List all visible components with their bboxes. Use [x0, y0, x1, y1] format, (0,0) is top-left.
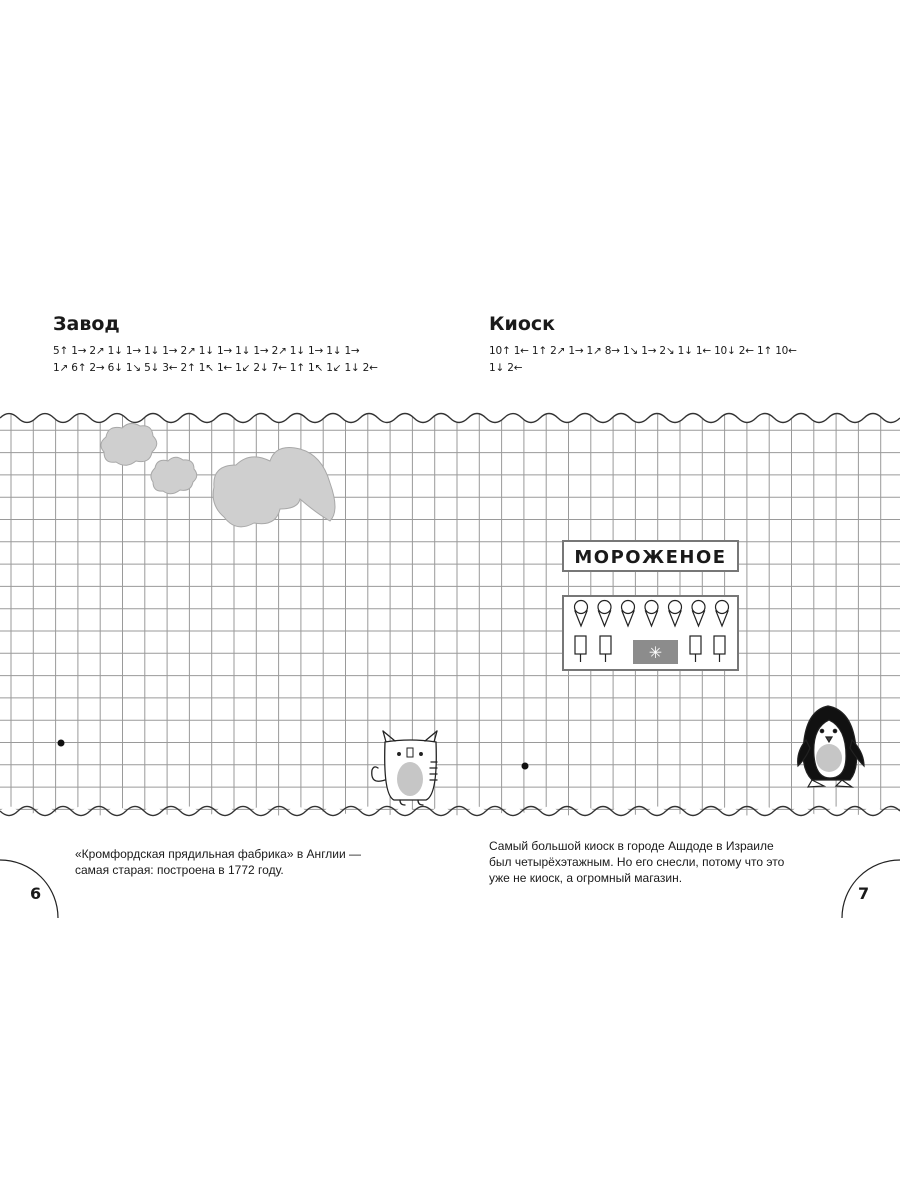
snowflake-icon: ✳ [648, 643, 663, 662]
kiosk-sign-text: МОРОЖЕНОЕ [574, 547, 727, 568]
fact-line: «Кромфордская прядильная фабрика» в Англии — [75, 847, 362, 861]
code-line: 10↑ 1← 1↑ 2↗ 1→ 1↗ 8→ 1↘ 1→ 2↘ 1↓ 1← 10↓ 2← 1↑ 10← [489, 345, 797, 357]
right-page-title: Киоск [489, 313, 556, 335]
left-page-title: Завод [53, 313, 120, 335]
code-line: 5↑ 1→ 2↗ 1↓ 1→ 1↓ 1→ 2↗ 1↓ 1→ 1↓ 1→ 2↗ 1↓ 1→ 1↓ 1→ [53, 345, 360, 357]
fact-line: уже не киоск, а огромный магазин. [489, 871, 683, 885]
page-number-left: 6 [30, 884, 42, 903]
fact-line: Самый большой киоск в городе Ашдоде в Израиле [489, 839, 774, 853]
fact-line: был четырёхэтажным. Но его снесли, потому что это [489, 855, 785, 869]
code-line: 1↗ 6↑ 2→ 6↓ 1↘ 5↓ 3← 2↑ 1↖ 1← 1↙ 2↓ 7← 1↑ 1↖ 1↙ 1↓ 2← [53, 362, 378, 374]
page-number-right: 7 [858, 884, 870, 903]
fact-line: самая старая: построена в 1772 году. [75, 863, 284, 877]
code-line: 1↓ 2← [489, 362, 523, 374]
